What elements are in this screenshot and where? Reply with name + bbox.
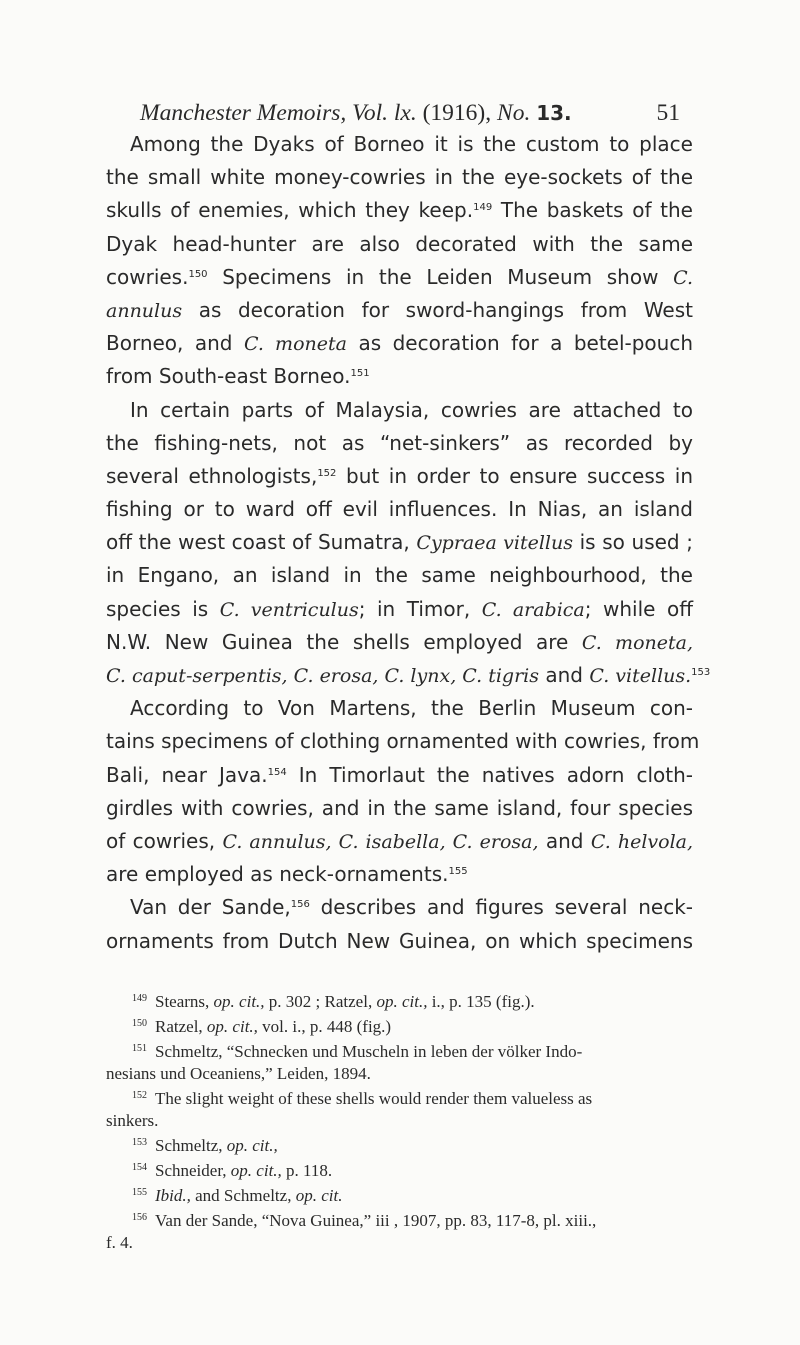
volume: Vol. lx.	[352, 100, 417, 126]
text-line: off the west coast of Sumatra, Cypraea vitellus is so used ;	[106, 530, 693, 555]
text-line: the fishing-nets, not as “net-sinkers” as recorded by	[106, 430, 693, 455]
footnote: $^{151}$ Schmeltz, “Schnecken und Muscheln in leben der völker Indo-	[132, 1042, 583, 1061]
text-line: from South-east Borneo.$^{151}$	[106, 364, 370, 389]
footnote-ref: 151	[350, 368, 370, 380]
text-line: several ethnologists,$^{152}$ but in order to ensure success in	[106, 463, 693, 488]
number-label: No.	[497, 100, 531, 126]
text-line: skulls of enemies, which they keep.$^{149}$ The baskets of the	[106, 198, 693, 223]
footnote-ref: 154	[267, 766, 287, 778]
text-line: Bali, near Java.$^{154}$ In Timorlaut the natives adorn cloth-	[106, 762, 694, 787]
text-line: girdles with cowries, and in the same island, four species	[106, 795, 693, 820]
text-line: of cowries, C. annulus, C. isabella, C. erosa, and C. helvola,	[106, 828, 694, 853]
text-line: fishing or to ward off evil influences. In Nias, an island	[106, 497, 693, 522]
running-header	[140, 100, 680, 127]
footnote: $^{153}$ Schmeltz, op. cit.,	[132, 1136, 278, 1155]
journal-title: Manchester Memoirs,	[140, 100, 347, 126]
footnote: $^{156}$ Van der Sande, “Nova Guinea,” iii , 1907, pp. 83, 117-8, pl. xiii.,	[132, 1211, 597, 1230]
text-line: species is C. ventriculus; in Timor, C. arabica; while off	[106, 596, 693, 621]
number-value: 13.	[536, 101, 572, 125]
text-line: C. caput-serpentis, C. erosa, C. lynx, C. tigris and C. vitellus.$^{153}$	[106, 663, 711, 687]
text-line: N.W. New Guinea the shells employed are C. moneta,	[106, 629, 693, 654]
text-line: Among the Dyaks of Borneo it is the custom to place	[130, 132, 693, 156]
footnote-ref: 149	[473, 202, 493, 214]
footnote-ref: 150	[188, 268, 208, 280]
year: (1916),	[422, 100, 492, 126]
footnote: $^{152}$ The slight weight of these shells would render them valueless as	[132, 1089, 593, 1108]
footnote: $^{150}$ Ratzel, op. cit., vol. i., p. 448 (fig.)	[132, 1017, 392, 1036]
footnote-continuation: sinkers.	[106, 1111, 159, 1130]
text-line: cowries.$^{150}$ Specimens in the Leiden Museum show C.	[106, 264, 694, 289]
footnote-continuation: f. 4.	[106, 1233, 133, 1252]
footnote-continuation: nesians und Oceaniens,” Leiden, 1894.	[106, 1064, 371, 1083]
text-line: According to Von Martens, the Berlin Museum con-	[130, 696, 693, 721]
footnote-ref: 155	[448, 866, 468, 878]
main-text	[106, 128, 711, 958]
footnote-ref: 156	[290, 899, 310, 911]
text-line: Borneo, and C. moneta as decoration for a betel-pouch	[106, 331, 694, 356]
footnote: $^{149}$ Stearns, op. cit., p. 302 ; Ratzel, op. cit., i., p. 135 (fig.).	[132, 992, 535, 1011]
footnote: $^{154}$ Schneider, op. cit., p. 118.	[132, 1161, 333, 1180]
text-line: are employed as neck-ornaments.$^{155}$	[106, 862, 468, 887]
footnote-ref: 153	[691, 667, 711, 678]
text-line: In certain parts of Malaysia, cowries are attached to	[130, 397, 693, 422]
footnote-ref: 152	[317, 467, 337, 479]
footnote: $^{155}$ Ibid., and Schmeltz, op. cit.	[132, 1186, 343, 1205]
text-line: the small white money-cowries in the eye-sockets of the	[106, 165, 693, 190]
text-line: Van der Sande,$^{156}$ describes and figures several neck-	[130, 895, 693, 920]
footnotes	[106, 988, 693, 1254]
text-line: annulus as decoration for sword-hangings from West	[106, 297, 693, 322]
text-line: in Engano, an island in the same neighbourhood, the	[106, 563, 693, 588]
page-number: 51	[656, 100, 680, 126]
text-line: Dyak head-hunter are also decorated with the same	[106, 231, 693, 256]
text-line: ornaments from Dutch New Guinea, on which specimens	[106, 928, 693, 953]
text-line: tains specimens of clothing ornamented with cowries, from	[106, 729, 700, 754]
